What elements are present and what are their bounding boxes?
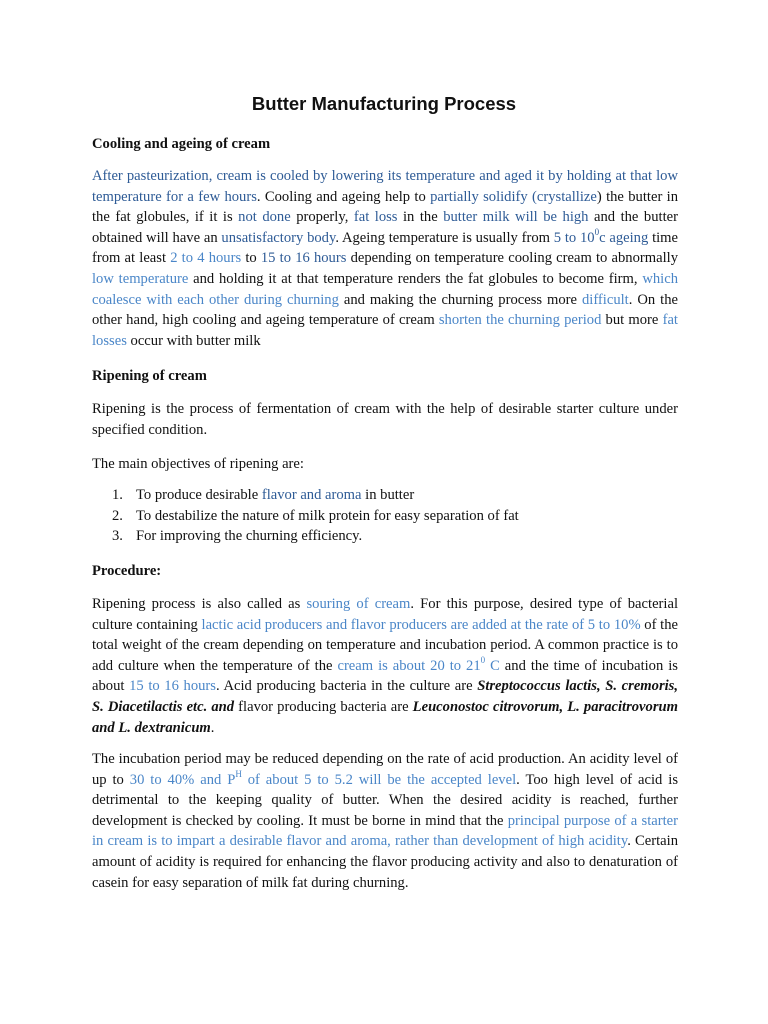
text-span: Leuconostoc citrovorum, L. paracitrovorum and L. dextranicum [92,698,678,736]
text-span: For improving the churning efficiency. [136,528,363,545]
text-span: After pasteurization, cream is cooled by lowering its temperature and aged it by holding at that low temperature for a few hours [92,168,678,205]
text-span: . On the other hand, high cooling and ageing temperature of cream [92,291,678,329]
objectives-list [112,485,519,547]
text-span: To destabilize the nature of milk protein for easy separation of fat [136,507,519,524]
text-span: Ripening process is also called as [92,596,307,612]
list-item [112,526,519,547]
text-span: principal purpose of a starter in cream is to impart a desirable flavor and aroma, rather than development of high acidity [92,812,678,850]
text-span: butter milk will be high [443,209,589,226]
text-span: which coalesce with each other during churning [92,270,678,308]
superscript: 0 [594,226,600,237]
text-span: C [485,657,500,674]
text-span: . Ageing temperature is usually from [335,229,554,246]
section-heading-procedure: Procedure: [92,563,162,579]
text-span: . Too high level of acid is detrimental to the keeping quality of butter. When the desired acidity is reached, further development is checked by cooling. It must be borne in mind that the [92,771,678,829]
paragraph-procedure-1 [92,594,678,738]
text-span: depending on temperature cooling cream to abnormally [346,250,679,267]
list-item [112,485,519,506]
superscript: H [235,768,242,779]
text-span: flavor and aroma [261,487,362,503]
text-span: time from at least [92,229,679,267]
paragraph-procedure-2 [92,749,678,893]
section-heading-ripening: Ripening of cream [92,368,207,384]
text-span: souring of cream [306,596,411,612]
text-span: fat losses [92,312,678,349]
section-heading-cooling: Cooling and ageing of cream [92,136,271,152]
text-span: . [210,719,215,736]
text-span: and holding it at that temperature renders the fat globules to become firm, [188,270,643,287]
text-span: and the time of incubation is about [92,657,678,695]
text-span: 15 to 16 hours [129,678,216,695]
text-span: Streptococcus lactis, S. cremoris, S. Diacetilactis etc. and [92,678,679,715]
text-span: ) the butter in the fat globules, if it is [92,188,679,226]
list-number: 2. [112,507,123,524]
page-title: Butter Manufacturing Process [251,93,517,114]
text-span: not done [238,209,291,226]
text-span: 30 to 40% and P [129,771,236,788]
text-span: occur with butter milk [126,332,261,349]
text-span: lactic acid producers and flavor producers are added at the rate of 5 to 10% [201,616,641,633]
text-span: in the [397,209,444,226]
text-span: The incubation period may be reduced depending on the rate of acid production. An acidity level of up to [92,751,678,788]
text-span: . Certain amount of acidity is required for enhancing the flavor producing activity and also to denaturation of casein for easy separation of milk fat during churning. [92,833,678,891]
list-item [112,506,519,527]
text-span: of the total weight of the cream depending on temperature and incubation period. A common practice is to add culture when the temperature of the [92,616,678,674]
text-span: To produce desirable [136,487,262,503]
text-span: low temperature [92,270,189,287]
text-span: flavor producing bacteria are [234,698,413,715]
text-span: 15 to 16 hours [260,250,347,267]
text-span: but more [601,312,663,329]
text-span: fat loss [353,209,398,226]
text-span: . Cooling and ageing help to [256,188,431,205]
text-span: in butter [361,487,415,503]
text-span: and making the churning process more [338,291,582,308]
text-span: c ageing [599,229,649,246]
paragraph-cooling [92,166,678,351]
paragraph-objectives-label: The main objectives of ripening are: [92,456,304,472]
text-span: shorten the churning period [438,312,602,329]
text-span: cream is about 20 to 21 [337,657,481,674]
text-span: . Acid producing bacteria in the culture are [215,678,478,695]
text-span: partially solidify (crystallize [430,188,597,205]
superscript: 0 [480,654,486,665]
text-span: to [241,250,261,267]
paragraph-ripening-intro: Ripening is the process of fermentation of cream with the help of desirable starter culture under specified condition. [92,401,678,438]
text-span: difficult [581,291,629,308]
list-number: 3. [112,528,123,545]
list-number: 1. [112,487,123,503]
text-span: of about 5 to 5.2 will be the accepted level [241,771,517,788]
text-span: unsatisfactory body [221,229,336,246]
text-span: properly, [290,209,354,226]
text-span: 5 to 10 [553,229,595,246]
text-span: and the butter obtained will have an [92,209,678,246]
text-span: . For this purpose, desired type of bacterial culture containing [92,596,678,633]
text-span: 2 to 4 hours [170,250,242,267]
